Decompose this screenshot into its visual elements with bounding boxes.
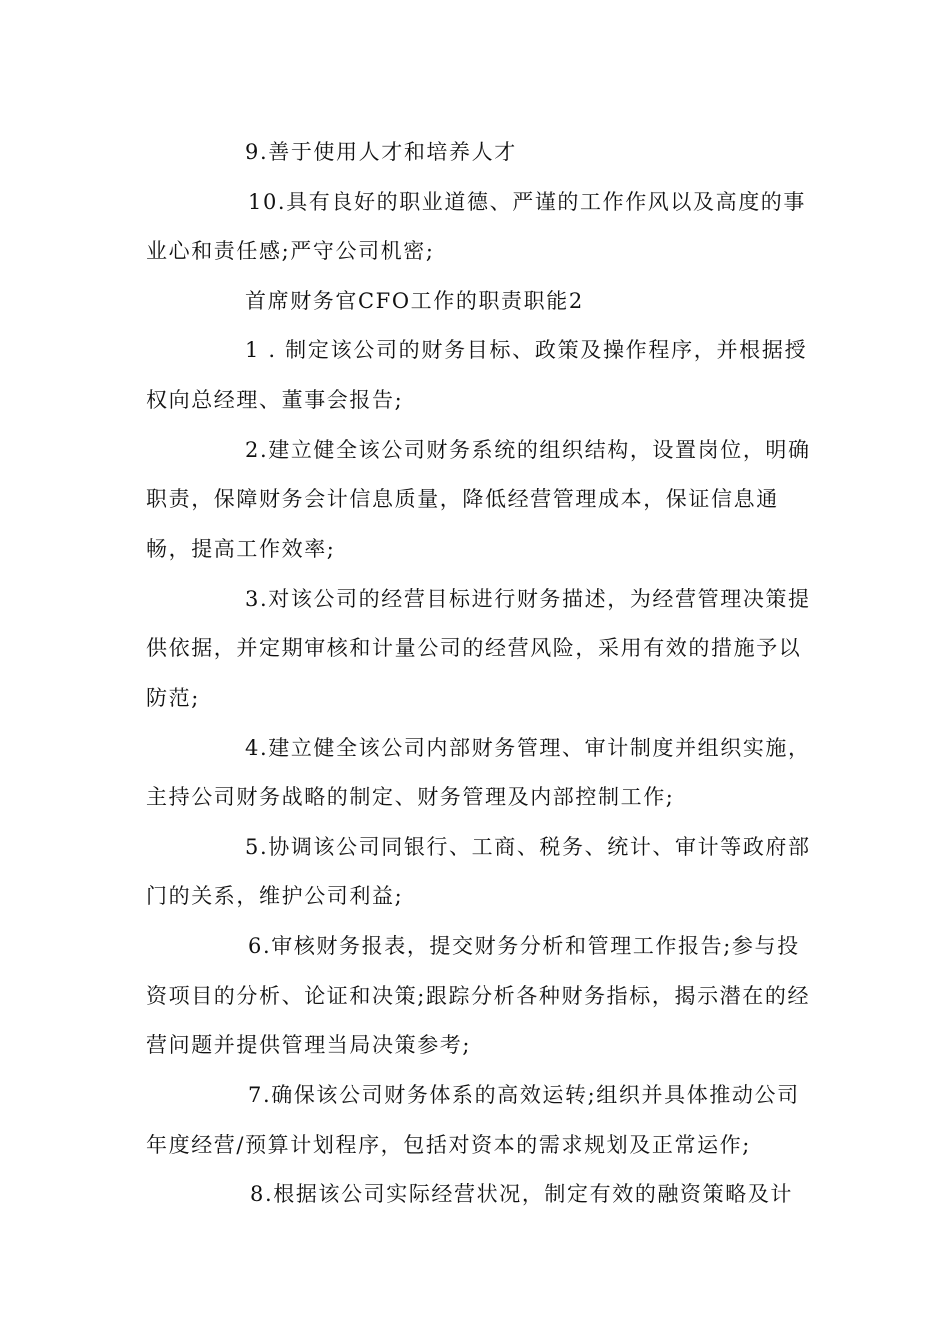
item-5-line-1: 5.协调该公司同银行、工商、税务、统计、审计等政府部	[245, 835, 811, 859]
item-2-line-2: 职责，保障财务会计信息质量，降低经营管理成本，保证信息通	[146, 487, 779, 511]
item-6-line-2: 资项目的分析、论证和决策;跟踪分析各种财务指标，揭示潜在的经	[146, 984, 811, 1008]
item-3-line-2: 供依据，并定期审核和计量公司的经营风险，采用有效的措施予以	[146, 636, 802, 660]
item-6-line-1: 6.审核财务报表，提交财务分析和管理工作报告;参与投	[248, 934, 800, 958]
item-6-line-3: 营问题并提供管理当局决策参考;	[146, 1033, 472, 1057]
item-3-line-3: 防范;	[146, 686, 200, 710]
item-5-line-2: 门的关系，维护公司利益;	[146, 884, 404, 908]
item-7-line-2: 年度经营/预算计划程序，包括对资本的需求规划及正常运作;	[146, 1133, 751, 1157]
item-9-line-1: 9.善于使用人才和培养人才	[245, 140, 517, 164]
item-1-line-1: 1 . 制定该公司的财务目标、政策及操作程序，并根据授	[245, 338, 808, 362]
section-heading: 首席财务官CFO工作的职责职能2	[245, 289, 584, 313]
item-8-line-1: 8.根据该公司实际经营状况，制定有效的融资策略及计	[250, 1182, 794, 1206]
item-10-line-2: 业心和责任感;严守公司机密;	[146, 239, 435, 263]
item-3-line-1: 3.对该公司的经营目标进行财务描述，为经营管理决策提	[245, 587, 811, 611]
item-1-line-2: 权向总经理、董事会报告;	[146, 388, 404, 412]
item-4-line-2: 主持公司财务战略的制定、财务管理及内部控制工作;	[146, 785, 675, 809]
item-4-line-1: 4.建立健全该公司内部财务管理、审计制度并组织实施，	[245, 736, 811, 760]
item-10-line-1: 10.具有良好的职业道德、严谨的工作作风以及高度的事	[248, 190, 806, 214]
item-7-line-1: 7.确保该公司财务体系的高效运转;组织并具体推动公司	[248, 1083, 800, 1107]
item-2-line-3: 畅，提高工作效率;	[146, 537, 336, 561]
item-2-line-1: 2.建立健全该公司财务系统的组织结构，设置岗位，明确	[245, 438, 811, 462]
